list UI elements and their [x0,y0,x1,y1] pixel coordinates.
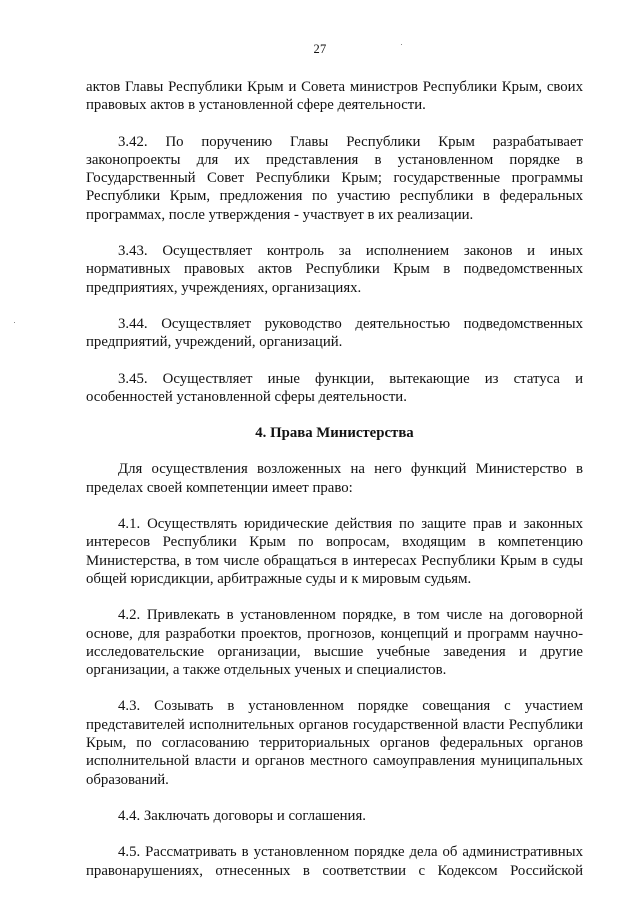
paragraph-3-45: 3.45. Осуществляет иные функции, вытекающие из статуса и особенностей установленной сферы деятельности. [86,370,583,405]
paragraph-3-44: 3.44. Осуществляет руководство деятельностью подведомственных предприятий, учреждений, организаций. [86,315,583,351]
paragraph-continuation: актов Главы Республики Крым и Совета министров Республики Крым, своих правовых актов в установленной сфере деятельности. [86,79,583,114]
paragraph-4-intro: Для осуществления возложенных на него функций Министерство в пределах своей компетенции имеет право: [86,461,583,496]
paragraph-4-3: 4.3. Созывать в установленном порядке совещания с участием представителей исполнительных органов государственной власти Республики Крым, по согласованию территориальных органов федеральных органов исполнительной власти и органов местного самоуправления муниципальных образований. [86,698,583,788]
paragraph-4-2: 4.2. Привлекать в установленном порядке, в том числе на договорной основе, для разработки проектов, прогнозов, концепций и программ научно-исследовательские организации, высшие учебные заведения и другие организации, а также отдельных ученых и специалистов. [86,607,583,679]
page-number: 27 [313,42,327,56]
section-heading: 4. Права Министерства [255,425,414,442]
paragraph-4-5: 4.5. Рассматривать в установленном порядке дела об административных правонарушениях, отнесенных в соответствии с Кодексом Российской [86,844,583,879]
paragraph-4-1: 4.1. Осуществлять юридические действия по защите прав и законных интересов Республики Крым по вопросам, входящим в компетенцию Министерства, в том числе обращаться в интересах Республики Крым в суды общей юрисдикции, арбитражные суды и к мировым судьям. [86,516,583,587]
document-body [86,78,583,898]
paragraph-4-4: 4.4. Заключать договоры и соглашения. [118,807,366,824]
scan-speck [14,322,15,323]
paragraph-3-42: 3.42. По поручению Главы Республики Крым разрабатывает законопроекты для их представления в установленном порядке в Государственный Совет Республики Крым; государственные программы Республики Крым, предложения по участию республики в федеральных программах, после утверждения - участвует в их реализации. [86,133,583,223]
paragraph-3-43: 3.43. Осуществляет контроль за исполнением законов и иных нормативных правовых актов Республики Крым в подведомственных предприятиях, учреждениях, организациях. [86,243,583,296]
scan-speck [401,44,402,45]
